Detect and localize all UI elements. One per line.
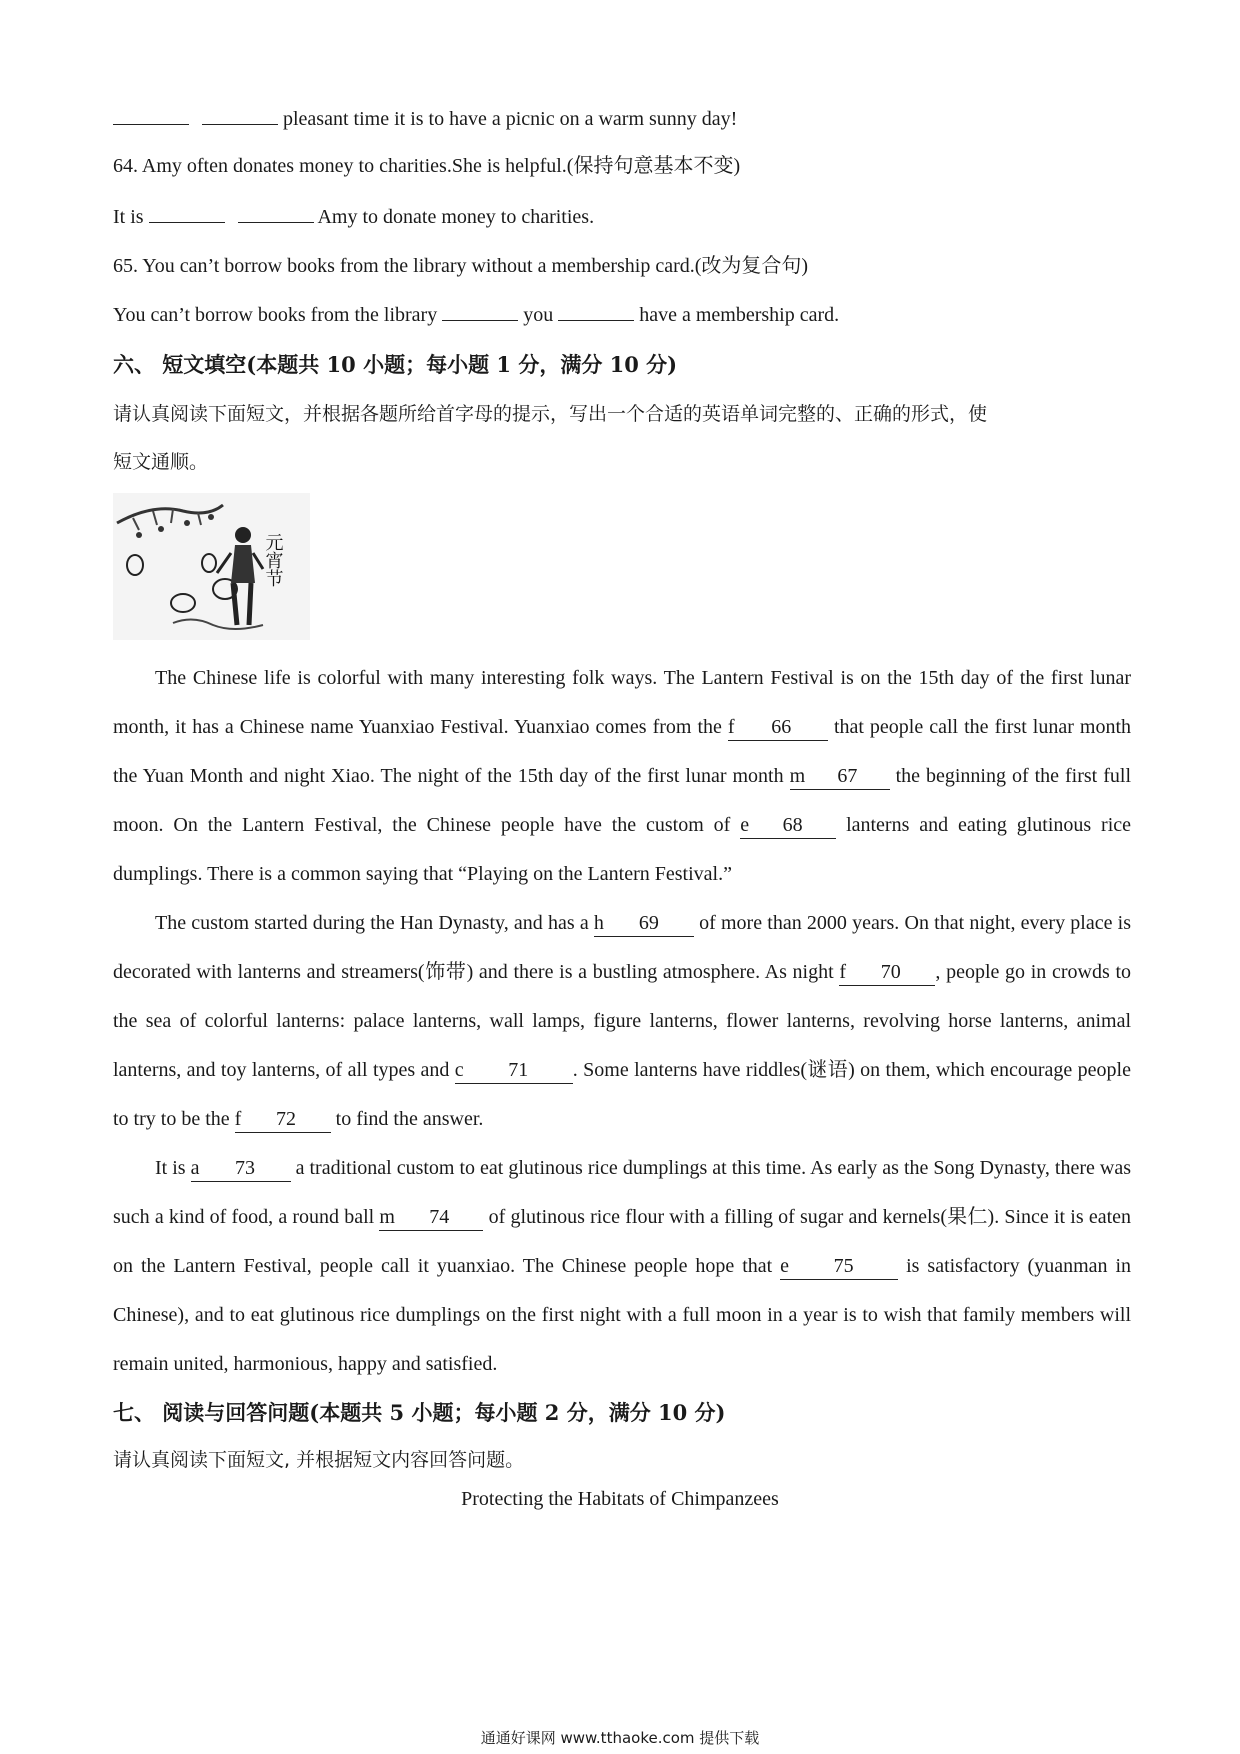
answer-blank[interactable] <box>149 204 225 223</box>
cloze-blank-67[interactable] <box>790 763 890 790</box>
blank-number: 70 <box>880 961 901 983</box>
blank-number: 74 <box>429 1206 450 1228</box>
passage-text: It is <box>155 1157 186 1179</box>
q64-answer-line <box>113 204 594 230</box>
blank-number: 67 <box>837 765 858 787</box>
lantern-festival-illustration <box>113 493 310 640</box>
passage-paragraph-2 <box>113 899 1131 1144</box>
passage-text: to find the answer. <box>335 1108 484 1130</box>
blank-number: 75 <box>833 1255 854 1277</box>
blank-initial: h <box>593 912 604 934</box>
q65-part-c: have a membership card. <box>639 304 840 326</box>
q63-line <box>113 106 737 132</box>
cloze-blank-72[interactable] <box>235 1106 331 1133</box>
reading-title: Protecting the Habitats of Chimpanzees <box>461 1488 779 1510</box>
passage-paragraph-1 <box>113 654 1131 899</box>
answer-blank[interactable] <box>202 106 278 125</box>
section-6-instruction: 请认真阅读下面短文，并根据各题所给首字母的提示，写出一个合适的英语单词完整的、正确的形式，使 <box>113 403 988 425</box>
blank-initial: f <box>727 716 735 738</box>
answer-blank[interactable] <box>238 204 314 223</box>
section-6-heading: 六、 短文填空(本题共 10 小题；每小题 1 分，满分 10 分) <box>113 352 678 377</box>
blank-number: 69 <box>638 912 659 934</box>
cloze-passage <box>113 654 1131 1389</box>
illustration-caption: 元宵节 <box>262 533 284 587</box>
blank-number: 71 <box>508 1059 529 1081</box>
cloze-blank-69[interactable] <box>594 910 694 937</box>
cloze-blank-66[interactable] <box>728 714 828 741</box>
q64-part-b: Amy to donate money to charities. <box>317 206 595 228</box>
q64-part-a: It is <box>113 206 144 228</box>
passage-paragraph-3 <box>113 1144 1131 1389</box>
q65-part-b: you <box>523 304 554 326</box>
answer-blank[interactable] <box>442 302 518 321</box>
passage-text: a traditional custom to eat glutinous rice dumplings at this time. As early as the Song Dynasty, there was such a kind of food, a round ball <box>113 1157 1132 1228</box>
passage-text: , people go in crowds to the sea of colorful lanterns: palace lanterns, wall lamps, figure lanterns, flower lanterns, revolving horse lanterns, animal lanterns, and toy lanterns, of all types and <box>113 961 1131 1081</box>
blank-initial: m <box>789 765 806 787</box>
blank-initial: e <box>780 1255 790 1277</box>
blank-number: 68 <box>782 814 803 836</box>
passage-text: lanterns and eating glutinous rice dumplings. There is a common saying that “Playing on the Lantern Festival.” <box>113 814 1132 885</box>
q65-answer-line <box>113 302 839 328</box>
q65-prompt <box>113 253 808 279</box>
section-6-instruction-cont: 短文通顺。 <box>113 451 209 473</box>
passage-text: The Chinese life is colorful with many interesting folk ways. The Lantern Festival is on the 15th day of the first lunar month, it has a Chinese name Yuanxiao Festival. Yuanxiao comes from the <box>113 667 1131 738</box>
cloze-blank-70[interactable] <box>839 959 935 986</box>
cloze-blank-73[interactable] <box>191 1155 291 1182</box>
section-7-instruction: 请认真阅读下面短文, 并根据短文内容回答问题。 <box>113 1449 525 1471</box>
passage-text: that people call the first lunar month the Yuan Month and night Xiao. The night of the 15th day of the first lunar month <box>113 716 1132 787</box>
passage-text: the beginning of the first full moon. On the Lantern Festival, the Chinese people have the custom of <box>113 765 1131 836</box>
cloze-blank-71[interactable] <box>455 1057 573 1084</box>
passage-text: The custom started during the Han Dynasty, and has a <box>155 912 589 934</box>
blank-initial: f <box>839 961 847 983</box>
passage-text: of glutinous rice flour with a filling of sugar and kernels(果仁). Since it is eaten on the Lantern Festival, people call it yuanxiao. The Chinese people hope that <box>113 1206 1132 1277</box>
cloze-blank-75[interactable] <box>780 1253 898 1280</box>
q64-prompt <box>113 153 740 179</box>
blank-initial: e <box>740 814 750 836</box>
blank-initial: c <box>454 1059 464 1081</box>
q64-text: 64. Amy often donates money to charities.She is helpful.(保持句意基本不变) <box>113 155 741 177</box>
passage-text: is satisfactory (yuanman in Chinese), and to eat glutinous rice dumplings on the first night with a full moon in a year is to wish that family members will remain united, harmonious, happy and satisfied. <box>113 1255 1132 1375</box>
footer-watermark: 通通好课网 www.tthaoke.com 提供下载 <box>480 1729 760 1747</box>
cloze-blank-68[interactable] <box>740 812 836 839</box>
passage-text: of more than 2000 years. On that night, every place is decorated with lanterns and streamers(饰带) and there is a bustling atmosphere. As night <box>113 912 1131 983</box>
answer-blank[interactable] <box>558 302 634 321</box>
blank-number: 72 <box>275 1108 296 1130</box>
blank-initial: a <box>190 1157 200 1179</box>
blank-initial: m <box>379 1206 395 1228</box>
blank-number: 66 <box>771 716 792 738</box>
passage-text: . Some lanterns have riddles(谜语) on them, which encourage people to try to be the <box>113 1059 1131 1130</box>
q65-part-a: You can’t borrow books from the library <box>113 304 438 326</box>
blank-number: 73 <box>235 1157 256 1179</box>
q63-text: pleasant time it is to have a picnic on a warm sunny day! <box>283 108 738 130</box>
answer-blank[interactable] <box>113 106 189 125</box>
cloze-blank-74[interactable] <box>379 1204 483 1231</box>
q65-text: 65. You can’t borrow books from the library without a membership card.(改为复合句) <box>113 255 809 277</box>
blank-initial: f <box>234 1108 242 1130</box>
section-7-heading: 七、 阅读与回答问题(本题共 5 小题；每小题 2 分，满分 10 分) <box>113 1400 726 1425</box>
